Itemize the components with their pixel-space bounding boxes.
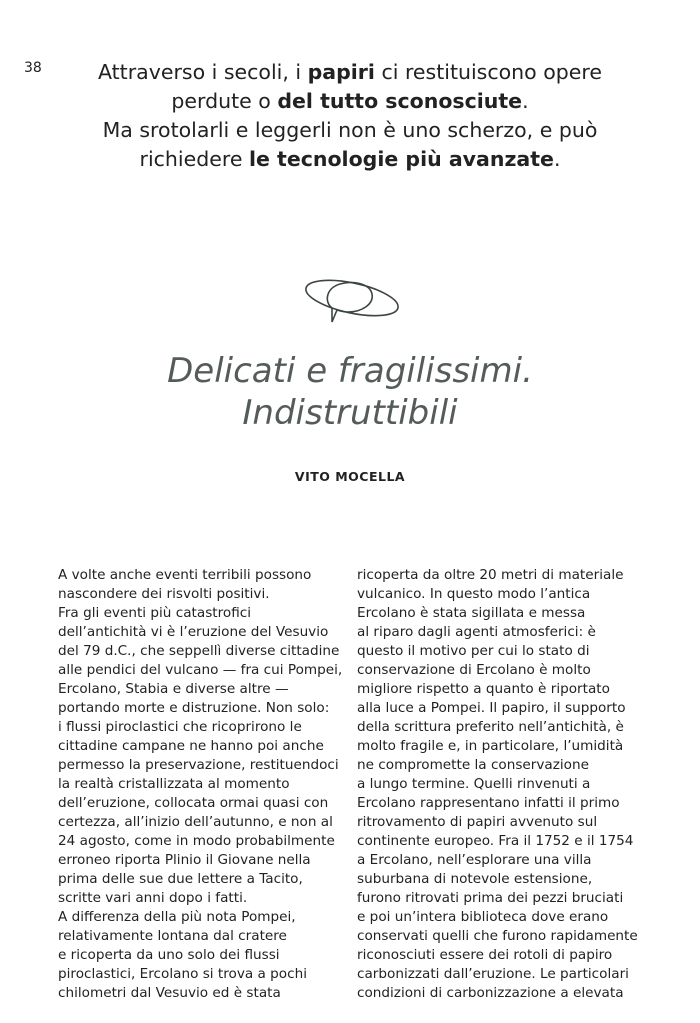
body-text-line: permesso la preservazione, restituendoci: [58, 757, 339, 773]
body-text-line: riconosciuti essere dei rotoli di papiro: [357, 947, 613, 963]
body-text-line: erroneo riporta Plinio il Giovane nella: [58, 852, 311, 868]
body-text-line: relativamente lontana dal cratere: [58, 928, 287, 944]
body-text-line: la realtà cristallizzata al momento: [58, 776, 290, 792]
lead-text: .: [522, 89, 529, 113]
speech-orbit-logo-icon: [302, 272, 402, 334]
body-text-line: Fra gli eventi più catastrofici: [58, 605, 252, 621]
body-text-line: Ercolano, Stabia e diverse altre —: [58, 681, 289, 697]
body-text-line: Ercolano è stata sigillata e messa: [357, 605, 586, 621]
body-text-line: conservazione di Ercolano è molto: [357, 662, 591, 678]
lead-text: ci restituiscono opere: [374, 60, 602, 84]
body-text-line: questo il motivo per cui lo stato di: [357, 643, 590, 659]
body-text-line: nascondere dei risvolti positivi.: [58, 586, 270, 602]
body-text-line: furono ritrovati prima dei pezzi bruciati: [357, 890, 624, 906]
body-text-line: conservati quelli che furono rapidamente: [357, 928, 638, 944]
body-text-line: carbonizzati dall’eruzione. Le particolari: [357, 966, 629, 982]
body-text-line: a lungo termine. Quelli rinvenuti a: [357, 776, 591, 792]
lead-paragraph: [70, 58, 630, 174]
lead-line: [70, 87, 630, 116]
lead-emphasis: del tutto sconosciute: [277, 89, 523, 113]
body-text-line: al riparo dagli agenti atmosferici: è: [357, 624, 596, 640]
body-text-line: Ercolano rappresentano infatti il primo: [357, 795, 620, 811]
body-text-line: prima delle sue due lettere a Tacito,: [58, 871, 303, 887]
body-text-line: ricoperta da oltre 20 metri di materiale: [357, 567, 624, 583]
body-text-line: A volte anche eventi terribili possono: [58, 567, 312, 583]
body-text-line: migliore rispetto a quanto è riportato: [357, 681, 610, 697]
lead-text: Ma srotolarli e leggerli non è uno scherzo, e può: [102, 118, 598, 142]
body-text-line: condizioni di carbonizzazione a elevata: [357, 985, 624, 1001]
body-text-line: ne compromette la conservazione: [357, 757, 589, 773]
body-text-line: alla luce a Pompei. Il papiro, il supporto: [357, 700, 626, 716]
lead-text: richiedere: [139, 147, 249, 171]
body-text-line: A differenza della più nota Pompei,: [58, 909, 296, 925]
lead-emphasis: le tecnologie più avanzate: [248, 147, 554, 171]
body-text-line: certezza, all’inizio dell’autunno, e non al: [58, 814, 333, 830]
lead-emphasis: papiri: [307, 60, 375, 84]
article-title: [0, 350, 700, 434]
body-column-right: [357, 566, 657, 1003]
body-text-line: cittadine campane ne hanno poi anche: [58, 738, 324, 754]
body-text-line: piroclastici, Ercolano si trova a pochi: [58, 966, 307, 982]
body-text-line: portando morte e distruzione. Non solo:: [58, 700, 330, 716]
body-text-line: continente europeo. Fra il 1752 e il 1754: [357, 833, 634, 849]
body-text-line: e ricoperta da uno solo dei flussi: [58, 947, 280, 963]
lead-line: [70, 145, 630, 174]
body-text-line: molto fragile e, in particolare, l’umidità: [357, 738, 624, 754]
body-text-line: i flussi piroclastici che ricoprirono le: [58, 719, 302, 735]
body-text-line: vulcanico. In questo modo l’antica: [357, 586, 591, 602]
body-column-left: [58, 566, 343, 1003]
lead-text: Attraverso i secoli, i: [97, 60, 308, 84]
body-text-line: dell’antichità vi è l’eruzione del Vesuvio: [58, 624, 329, 640]
lead-line: [70, 58, 630, 87]
body-text-line: chilometri dal Vesuvio ed è stata: [58, 985, 281, 1001]
title-line: Indistruttibili: [242, 393, 458, 433]
author-byline: VITO MOCELLA: [294, 469, 406, 484]
body-text-line: dell’eruzione, collocata ormai quasi con: [58, 795, 329, 811]
body-text-line: della scrittura preferito nell’antichità, è: [357, 719, 624, 735]
body-text-line: del 79 d.C., che seppellì diverse cittadine: [58, 643, 340, 659]
body-text-line: 24 agosto, come in modo probabilmente: [58, 833, 335, 849]
body-text-line: scritte vari anni dopo i fatti.: [58, 890, 248, 906]
body-text-line: alle pendici del vulcano — fra cui Pompei,: [58, 662, 343, 678]
body-text-line: ritrovamento di papiri avvenuto sul: [357, 814, 598, 830]
body-text-line: a Ercolano, nell’esplorare una villa: [357, 852, 592, 868]
body-text-line: suburbana di notevole estensione,: [357, 871, 593, 887]
title-line: Delicati e fragilissimi.: [167, 351, 533, 391]
lead-text: .: [553, 147, 561, 171]
page-number: 38: [24, 60, 42, 76]
body-text-line: e poi un’intera biblioteca dove erano: [357, 909, 609, 925]
lead-line: [70, 116, 630, 145]
lead-text: perdute o: [171, 89, 278, 113]
